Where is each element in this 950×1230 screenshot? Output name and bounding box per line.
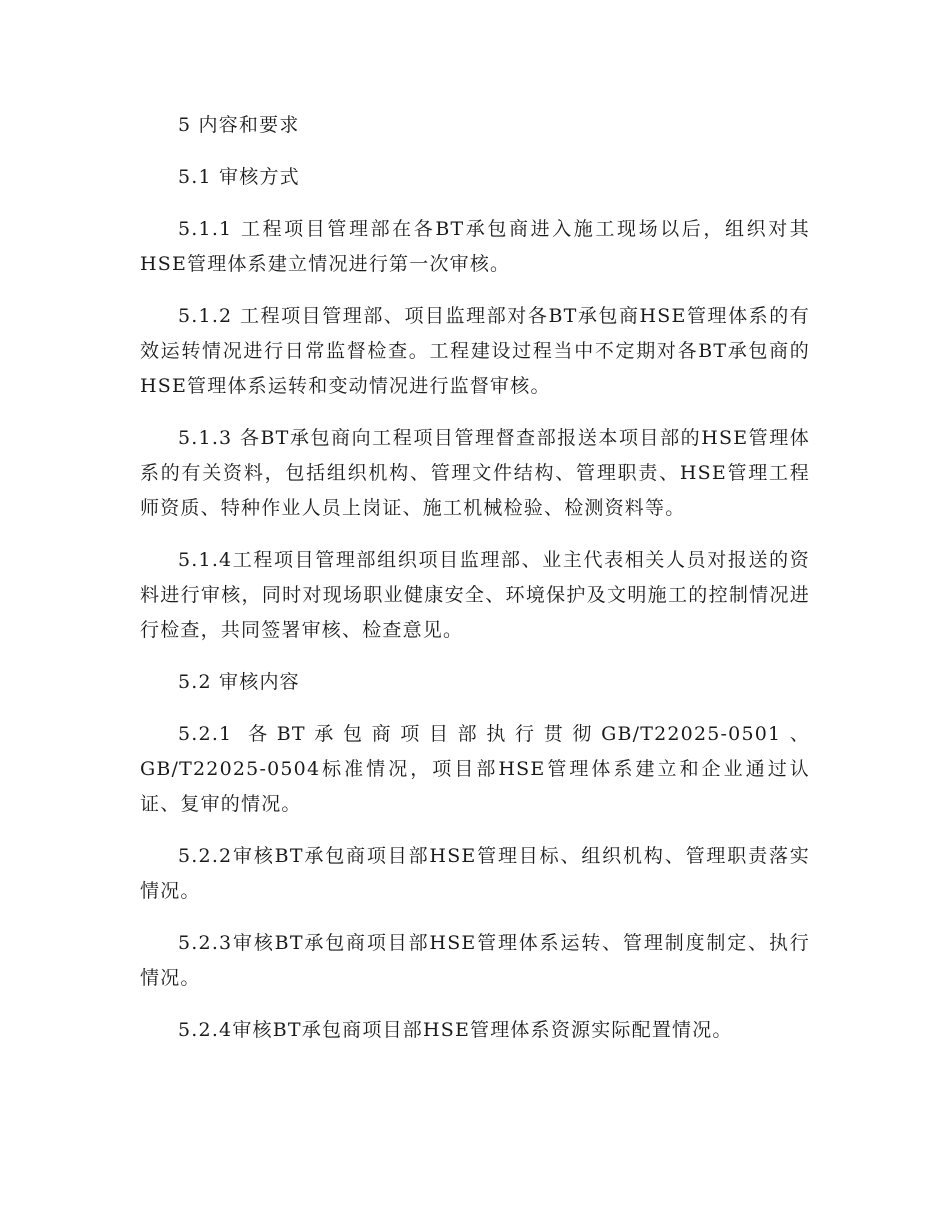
section-heading-5-1: 5.1 审核方式: [178, 166, 300, 188]
paragraph-5-1-2: 5.1.2 工程项目管理部、项目监理部对各BT承包商HSE管理体系的有效运转情况进行日常监督检查。工程建设过程当中不定期对各BT承包商的HSE管理体系运转和变动情况进行监督审核。: [140, 305, 810, 397]
paragraph-5-2-3: 5.2.3审核BT承包商项目部HSE管理体系运转、管理制度制定、执行情况。: [140, 932, 810, 989]
section-heading-5-2: 5.2 审核内容: [178, 671, 300, 693]
paragraph-5-1-4: 5.1.4工程项目管理部组织项目监理部、业主代表相关人员对报送的资料进行审核，同时对现场职业健康安全、环境保护及文明施工的控制情况进行检查，共同签署审核、检查意见。: [140, 549, 810, 641]
section-heading-5: 5 内容和要求: [178, 114, 300, 136]
paragraph-5-1-3: 5.1.3 各BT承包商向工程项目管理督查部报送本项目部的HSE管理体系的有关资料，包括组织机构、管理文件结构、管理职责、HSE管理工程师资质、特种作业人员上岗证、施工机械检验、检测资料等。: [140, 427, 810, 519]
paragraph-5-2-4: 5.2.4审核BT承包商项目部HSE管理体系资源实际配置情况。: [178, 1019, 733, 1041]
paragraph-5-1-1: 5.1.1 工程项目管理部在各BT承包商进入施工现场以后，组织对其HSE管理体系建立情况进行第一次审核。: [140, 218, 810, 275]
paragraph-5-2-1: 5.2.1 各BT承包商项目部执行贯彻GB/T22025-0501、GB/T22025-0504标准情况，项目部HSE管理体系建立和企业通过认证、复审的情况。: [140, 723, 810, 815]
paragraph-5-2-2: 5.2.2审核BT承包商项目部HSE管理目标、组织机构、管理职责落实情况。: [140, 845, 810, 902]
document-page: [140, 108, 810, 1065]
